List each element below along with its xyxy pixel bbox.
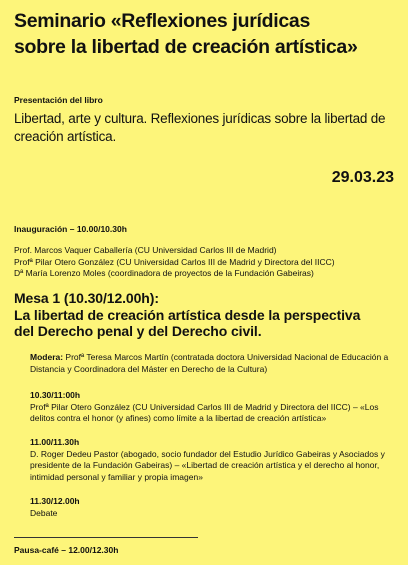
book-presentation-text: Libertad, arte y cultura. Reflexiones jurídicas sobre la libertad de creación artística.	[14, 111, 386, 144]
coffee-break-label: Pausa-café – 12.00/12.30h	[14, 545, 119, 555]
schedule-slot	[30, 496, 400, 519]
schedule-slot	[30, 437, 400, 483]
slot-time: 11.00/11.30h	[30, 437, 80, 447]
moderator-text: Profª Teresa Marcos Martín (contratada doctora Universidad Nacional de Educación a Distancia y Coordinadora del Máster en Derecho de la Cultura)	[30, 352, 389, 374]
seminar-title-line2: sobre la libertad de creación artística»	[14, 36, 358, 58]
speaker-item: Dª María Lorenzo Moles (coordinadora de proyectos de la Fundación Gabeiras)	[14, 268, 314, 278]
slot-description: D. Roger Dedeu Pastor (abogado, socio fundador del Estudio Jurídico Gabeiras y Asociados y presidente de la Fundación Gabeiras) – «Libertad de creación artística y el derecho al honor, intimidad personal y familiar y propia imagen»	[30, 448, 385, 482]
schedule-slot	[30, 390, 400, 425]
slot-time: 10.30/11:00h	[30, 390, 81, 400]
book-presentation-label: Presentación del libro	[14, 95, 103, 105]
seminar-title-line1: Seminario «Reflexiones jurídicas	[14, 10, 311, 32]
slot-time: 11.30/12.00h	[30, 496, 80, 506]
panel-heading-line3: del Derecho penal y del Derecho civil.	[14, 323, 262, 339]
panel-heading-line1: Mesa 1 (10.30/12.00h):	[14, 290, 159, 306]
panel-heading-line2: La libertad de creación artística desde la perspectiva	[14, 306, 361, 323]
slot-description: Debate	[30, 507, 58, 518]
event-date: 29.03.23	[331, 169, 394, 186]
speaker-item: Prof. Marcos Vaquer Caballería (CU Universidad Carlos III de Madrid)	[14, 245, 277, 255]
speaker-item: Profª Pilar Otero González (CU Universidad Carlos III de Madrid y Directora del IICC)	[14, 256, 335, 267]
panel-moderator	[30, 352, 400, 375]
moderator-label: Modera:	[30, 352, 64, 362]
seminar-title	[14, 8, 404, 60]
slot-description: Profª Pilar Otero González (CU Universidad Carlos III de Madrid y Directora del IICC) – «Los delitos contra el honor (y afines) como límite a la libertad de creación artística»	[30, 401, 379, 423]
section-divider	[14, 537, 198, 538]
inauguration-label: Inauguración – 10.00/10.30h	[14, 224, 127, 234]
inauguration-speakers	[14, 245, 404, 280]
panel-heading	[14, 290, 406, 340]
